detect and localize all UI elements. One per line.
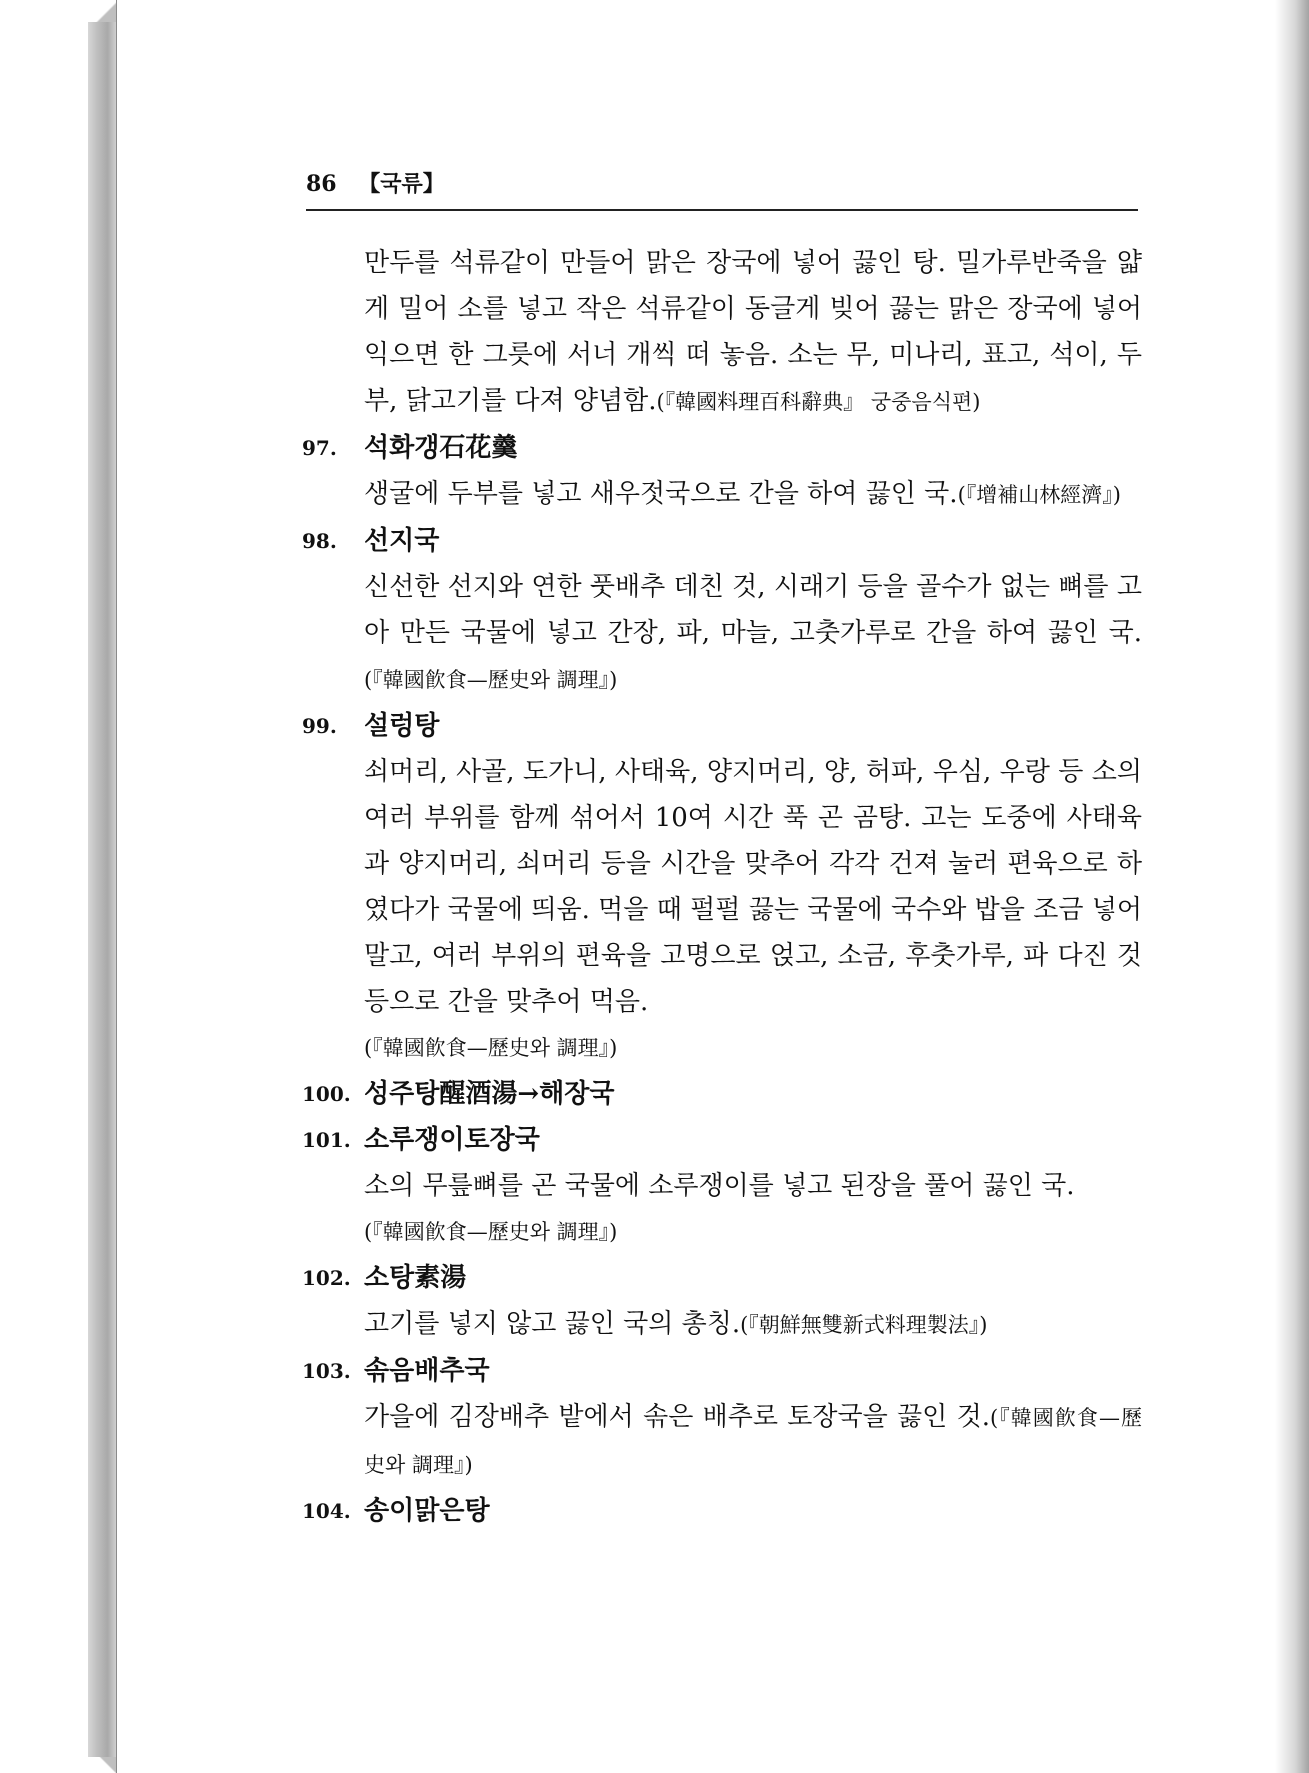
entry-text: 가을에 김장배추 밭에서 솎은 배추로 토장국을 끓인 것.: [364, 1402, 990, 1432]
page-shadow: [1275, 0, 1309, 1773]
book-page-edge: [88, 0, 116, 1773]
entry-number: 98.: [302, 529, 337, 553]
entry-body: [364, 1301, 1142, 1348]
citation: (『韓國飮食—歷史와 調理』): [364, 668, 618, 692]
entry-text: 신선한 선지와 연한 풋배추 데친 것, 시래기 등을 골수가 없는 뼈를 고아 만든 국물에 넣고 간장, 파, 마늘, 고춧가루로 간을 하여 끓인 국.: [364, 572, 1142, 648]
entry-text: 소의 무릎뼈를 곤 국물에 소루쟁이를 넣고 된장을 풀어 끓인 국.: [364, 1171, 1075, 1201]
entry-title: 석화갱石花羹: [364, 433, 518, 463]
entry-number: 97.: [302, 436, 337, 460]
citation: (『韓國飮食—歷史와 調理』): [364, 1220, 618, 1244]
entry-title: 소탕素湯: [364, 1263, 467, 1293]
citation: (『朝鮮無雙新式料理製法』): [740, 1313, 988, 1337]
entry-number: 103.: [302, 1359, 351, 1383]
entry-title: 솎음배추국: [364, 1356, 490, 1386]
entry-title: 송이맑은탕: [364, 1496, 490, 1526]
entry-body: [364, 1163, 1142, 1255]
entry-heading: [302, 703, 1142, 749]
entry-number: 100.: [302, 1082, 351, 1106]
entry-number: 104.: [302, 1499, 351, 1523]
citation: (『韓國料理百科辭典』 궁중음식편): [656, 390, 981, 414]
header-divider: [306, 209, 1138, 211]
entry-title: 설렁탕: [364, 711, 440, 741]
section-title: 【국류】: [358, 171, 445, 197]
running-header: [306, 168, 1136, 208]
entry-heading: [302, 1348, 1142, 1394]
entry-heading: [302, 1071, 1142, 1117]
citation: (『韓國飮食—歷史와 調理』): [364, 1036, 618, 1060]
entry-text: 만두를 석류같이 만들어 맑은 장국에 넣어 끓인 탕. 밀가루반죽을 얇게 밀어 소를 넣고 작은 석류같이 동글게 빚어 끓는 맑은 장국에 넣어 익으면 한 그릇에 서너 개씩 떠 놓음. 소는 무, 미나리, 표고, 석이, 두부, 닭고기를 다져 양념함.: [364, 248, 1142, 416]
entry-title: 성주탕醒酒湯→해장국: [364, 1079, 615, 1109]
citation: (『增補山林經濟』): [957, 483, 1121, 507]
entry-number: 102.: [302, 1266, 351, 1290]
entry-text: 고기를 넣지 않고 끓인 국의 총칭.: [364, 1309, 741, 1339]
entry-heading: [302, 1255, 1142, 1301]
intro-paragraph: [364, 240, 1142, 425]
entry-text: 쇠머리, 사골, 도가니, 사태육, 양지머리, 양, 허파, 우심, 우랑 등 소의 여러 부위를 함께 섞어서 10여 시간 푹 곤 곰탕. 고는 도중에 사태육과 양지머리, 쇠머리 등을 시간을 맞추어 각각 건져 눌러 편육으로 하였다가 국물에 띄움. 먹을 때 펄펄 끓는 국물에 국수와 밥을 조금 넣어 말고, 여러 부위의 편육을 고명으로 얹고, 소금, 후춧가루, 파 다진 것 등으로 간을 맞추어 먹음.: [364, 757, 1142, 1017]
entry-title: 소루쟁이토장국: [364, 1125, 540, 1155]
entry-heading: [302, 1488, 1142, 1534]
entry-number: 101.: [302, 1128, 351, 1152]
entry-body: [364, 1394, 1142, 1488]
entry-body: [364, 564, 1142, 703]
page-number: 86: [306, 171, 337, 197]
entry-heading: [302, 518, 1142, 564]
entry-body: [364, 471, 1142, 518]
page-content: [302, 240, 1142, 1534]
entry-body: [364, 749, 1142, 1071]
entry-heading: [302, 425, 1142, 471]
entry-heading: [302, 1117, 1142, 1163]
entry-text: 생굴에 두부를 넣고 새우젓국으로 간을 하여 끓인 국.: [364, 479, 958, 509]
entry-number: 99.: [302, 714, 337, 738]
citation: (『韓國飮食—歷史와 調理』): [364, 1406, 1142, 1477]
entry-title: 선지국: [364, 526, 440, 556]
